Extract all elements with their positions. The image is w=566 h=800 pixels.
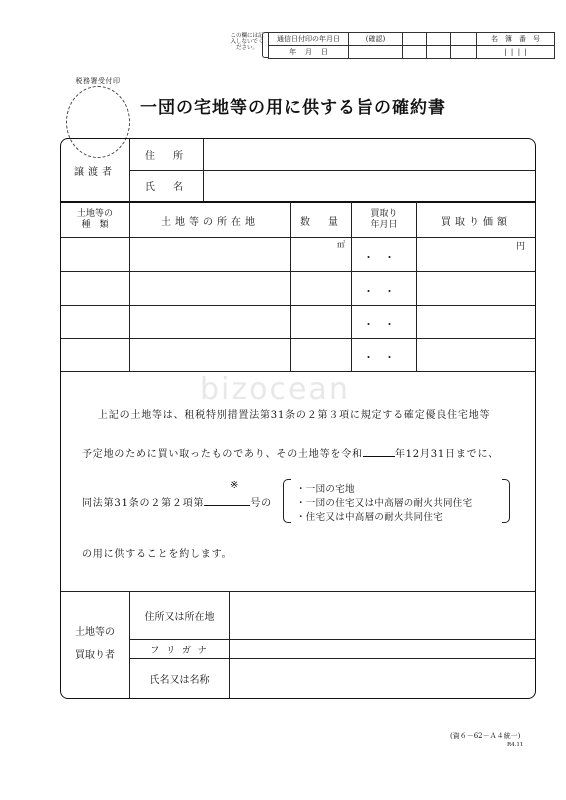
row-1-price-field[interactable] [418, 238, 534, 270]
pledge-line-3b: 号の [250, 498, 272, 509]
options-bracket-left [283, 479, 291, 523]
row-1-location-field[interactable] [130, 238, 289, 270]
transferor-address-field[interactable] [204, 140, 534, 169]
pledge-line-4: の用に供することを約します。 [82, 549, 233, 560]
check-cell[interactable] [349, 46, 403, 59]
form-code: (資６－62－Ａ４統一) [450, 732, 521, 740]
register-number-cell[interactable]: | | | | [477, 46, 555, 59]
spacer-cell [451, 33, 477, 46]
row-3-date[interactable]: ・・ [363, 318, 405, 331]
header-location: 土地等の所在地 [161, 216, 259, 228]
check-header: (確認) [349, 33, 403, 46]
check-cell[interactable] [427, 33, 451, 46]
option-2: ・一団の住宅又は中高層の耐火共同住宅 [296, 498, 473, 509]
check-cell[interactable] [403, 33, 427, 46]
form-version: R4.11 [507, 742, 524, 748]
office-use-note: この欄には記入しないでください。 [230, 33, 264, 51]
pledge-line-3a: 同法第31条の２第２項第 [82, 498, 205, 509]
row-4-date[interactable]: ・・ [363, 351, 405, 364]
pledge-line-2 [82, 445, 499, 460]
transferor-label: 譲渡者 [74, 166, 116, 178]
row-1-type-field[interactable] [62, 238, 128, 270]
header-land-type: 土地等の 種 類 [76, 209, 113, 230]
transferor-name-label: 氏 名 [145, 182, 187, 193]
row-1-date[interactable]: ・・ [363, 251, 405, 264]
buyer-furigana-label: フ リ ガ ナ [150, 645, 209, 656]
buyer-furigana-field[interactable] [230, 640, 534, 657]
date-cell[interactable] [269, 46, 349, 59]
buyer-address-label: 住所又は所在地 [144, 612, 215, 623]
pledge-line-2a: 予定地のために買い取ったものであり、その土地等を令和 [82, 449, 363, 460]
month-label: 月 [305, 48, 312, 56]
pledge-line-1: 上記の土地等は、租税特別措置法第31条の２第３項に規定する確定優良住宅地等 [98, 410, 491, 421]
header-price: 買取り価額 [441, 216, 511, 228]
register-header: 名 簿 番 号 [477, 33, 555, 46]
watermark: bizocean [200, 372, 350, 407]
office-use-table [268, 32, 555, 59]
year-label: 年 [289, 48, 297, 56]
option-3: ・住宅又は中高層の耐火共同住宅 [296, 512, 444, 523]
transferor-address-label: 住 所 [145, 151, 187, 162]
receipt-stamp-label: 税務署受付印 [75, 77, 121, 85]
unit-area: ㎡ [337, 240, 345, 249]
row-2-date[interactable]: ・・ [363, 285, 405, 298]
check-cell[interactable] [427, 46, 451, 59]
buyer-label-line2: 買取り者 [75, 650, 115, 661]
buyer-address-field[interactable] [230, 592, 534, 638]
date-header: 通信日付印の年月日 [269, 33, 349, 46]
buyer-label-line1: 土地等の [75, 627, 115, 638]
item-number-field[interactable] [204, 496, 250, 506]
note-mark: ※ [230, 480, 240, 491]
unit-yen: 円 [516, 242, 526, 252]
spacer-cell [451, 46, 477, 59]
header-purchase-date: 買取り 年月日 [370, 209, 398, 230]
pledge-line-3 [82, 494, 272, 509]
transferor-name-field[interactable] [204, 171, 534, 200]
day-label: 日 [320, 48, 328, 56]
reiwa-year-field[interactable] [363, 447, 395, 457]
header-quantity: 数 量 [300, 216, 342, 228]
option-1: ・一団の宅地 [296, 484, 355, 495]
check-cell[interactable] [403, 46, 427, 59]
page-title: 一団の宅地等の用に供する旨の確約書 [140, 98, 446, 118]
buyer-name-field[interactable] [230, 659, 534, 697]
pledge-line-2b: 年12月31日までに、 [394, 449, 500, 460]
options-bracket-right [502, 479, 510, 523]
buyer-name-label: 氏名又は名称 [149, 675, 210, 686]
